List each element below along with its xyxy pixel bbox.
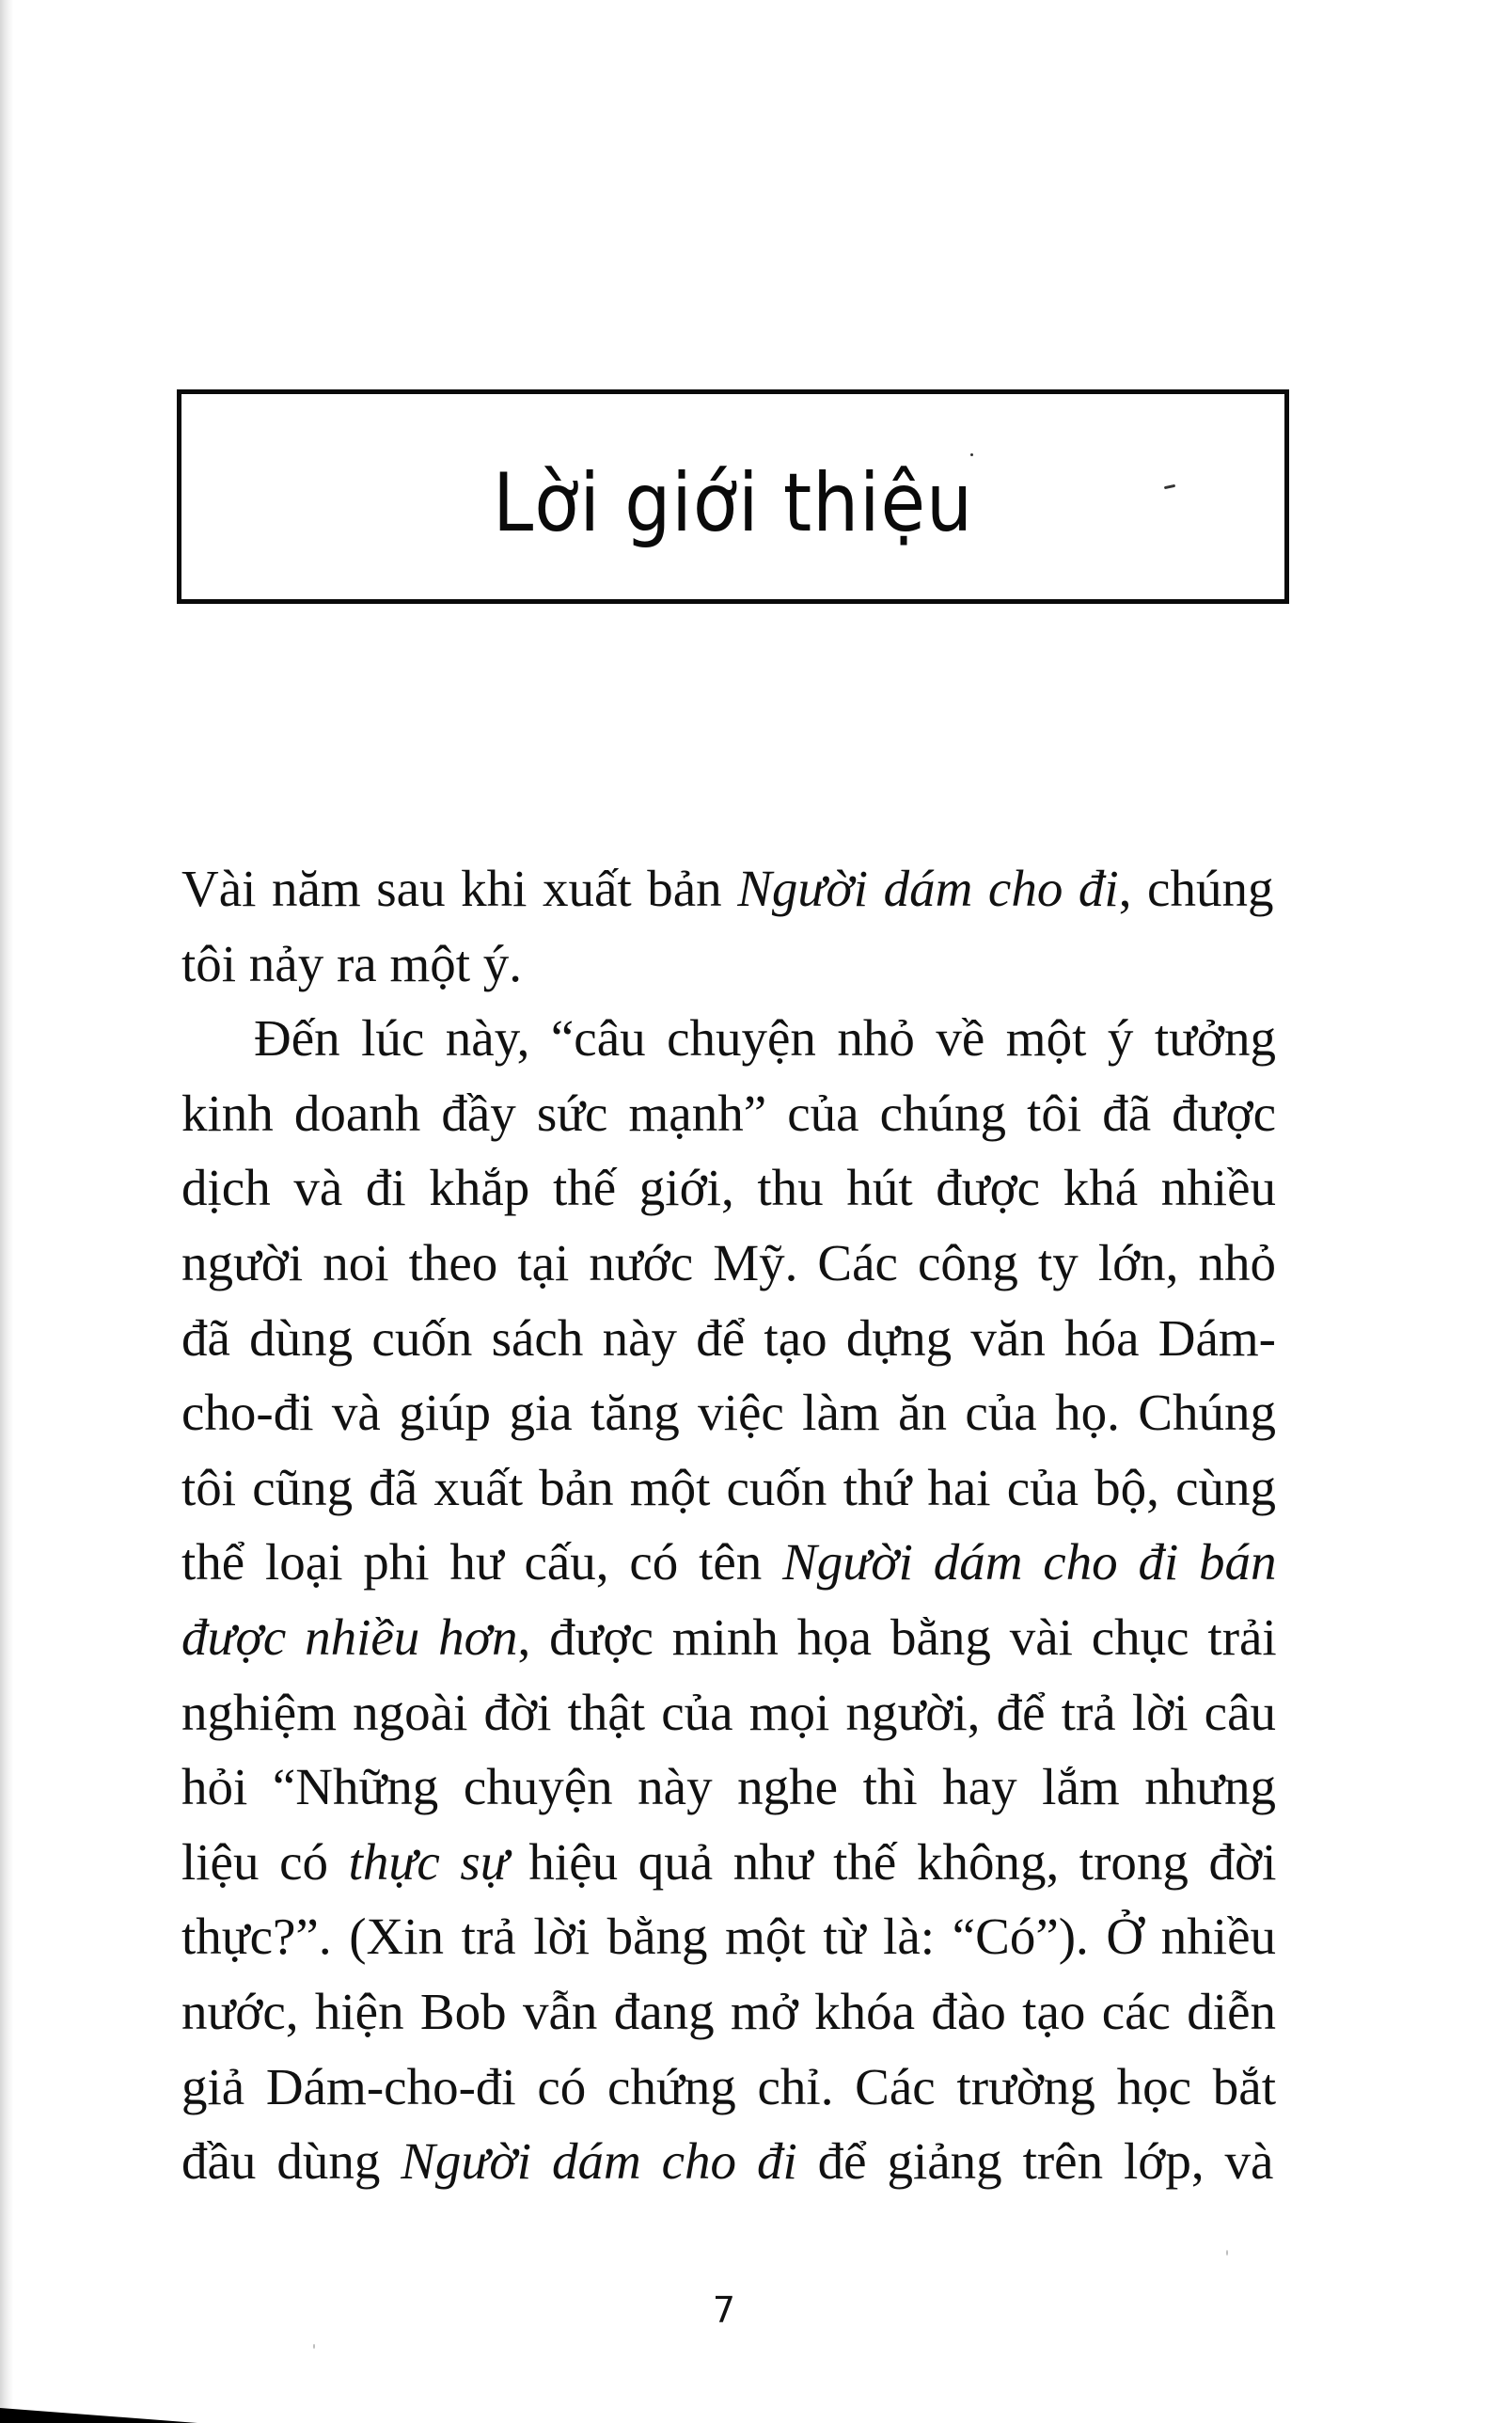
text-run: tôi cũng đã xuất bản một cuốn thứ hai của bộ, cùng [181, 1458, 1276, 1516]
text-run: giả Dám-cho-đi có chứng chỉ. Các trường học bắt [181, 2057, 1276, 2115]
text-run: đầu dùng [181, 2132, 402, 2191]
text-line [181, 1150, 1276, 1226]
text-line [181, 1750, 1276, 1825]
text-run: nghiệm ngoài đời thật của mọi người, để trả lời câu [181, 1683, 1276, 1741]
text-run: đã dùng cuốn sách này để tạo dựng văn hóa Dám- [181, 1308, 1276, 1367]
italic-text: Người dám cho đi bán [782, 1533, 1277, 1592]
italic-text: thực sự [348, 1832, 509, 1891]
text-run: để giảng trên lớp, và [796, 2132, 1274, 2191]
text-line [181, 1076, 1276, 1151]
text-line [181, 1825, 1276, 1900]
scan-speck [313, 2344, 315, 2349]
text-run: Vài năm sau khi xuất bản [181, 860, 738, 917]
text-line [181, 1226, 1276, 1301]
text-run: cho-đi và giúp gia tăng việc làm ăn của họ. Chúng [181, 1384, 1276, 1442]
text-line [181, 2050, 1276, 2125]
chapter-title-box [177, 389, 1289, 604]
text-run: hỏi “Những chuyện này nghe thì hay lắm nhưng [181, 1758, 1276, 1816]
text-run: liệu có [181, 1832, 349, 1891]
italic-text: Người dám cho đi [401, 2132, 797, 2191]
page-number: 7 [712, 2289, 736, 2331]
text-line [181, 851, 1276, 926]
text-line [181, 1899, 1276, 1974]
text-run: thực?”. (Xin trả lời bằng một từ là: “Có”). Ở nhiều [181, 1908, 1276, 1966]
text-run: , được minh họa bằng vài chục trải [517, 1607, 1277, 1666]
text-run: tôi nảy ra một ý. [181, 934, 523, 992]
text-line [181, 1375, 1276, 1450]
body-text [181, 851, 1276, 2199]
text-line [181, 1675, 1276, 1750]
text-run: dịch và đi khắp thế giới, thu hút được khá nhiều [181, 1159, 1276, 1217]
scan-speck [1226, 2250, 1228, 2256]
text-run: người noi theo tại nước Mỹ. Các công ty lớn, nhỏ [181, 1233, 1276, 1291]
italic-text: Người dám cho đi [737, 860, 1119, 917]
text-run: , chúng [1118, 860, 1274, 917]
scan-speck [970, 453, 973, 456]
text-run: kinh doanh đầy sức mạnh” của chúng tôi đã được [181, 1084, 1276, 1142]
chapter-title: Lời giới thiệu [493, 456, 973, 550]
page-corner-shadow [0, 2408, 197, 2423]
text-line [181, 1450, 1276, 1526]
text-line [181, 1301, 1276, 1376]
text-line [181, 1001, 1276, 1076]
text-line [181, 2124, 1276, 2199]
italic-text: được nhiều hơn [181, 1607, 518, 1666]
text-run: hiệu quả như thế không, trong đời [508, 1832, 1277, 1891]
text-run: thể loại phi hư cấu, có tên [181, 1533, 783, 1592]
text-line [181, 1600, 1276, 1675]
text-run: nước, hiện Bob vẫn đang mở khóa đào tạo các diễn [181, 1982, 1276, 2040]
page-edge-shadow [0, 0, 13, 2423]
text-run: Đến lúc này, “câu chuyện nhỏ về một ý tưởng [254, 1009, 1276, 1068]
text-line [181, 1525, 1276, 1600]
text-line [181, 926, 1276, 1002]
text-line [181, 1974, 1276, 2050]
